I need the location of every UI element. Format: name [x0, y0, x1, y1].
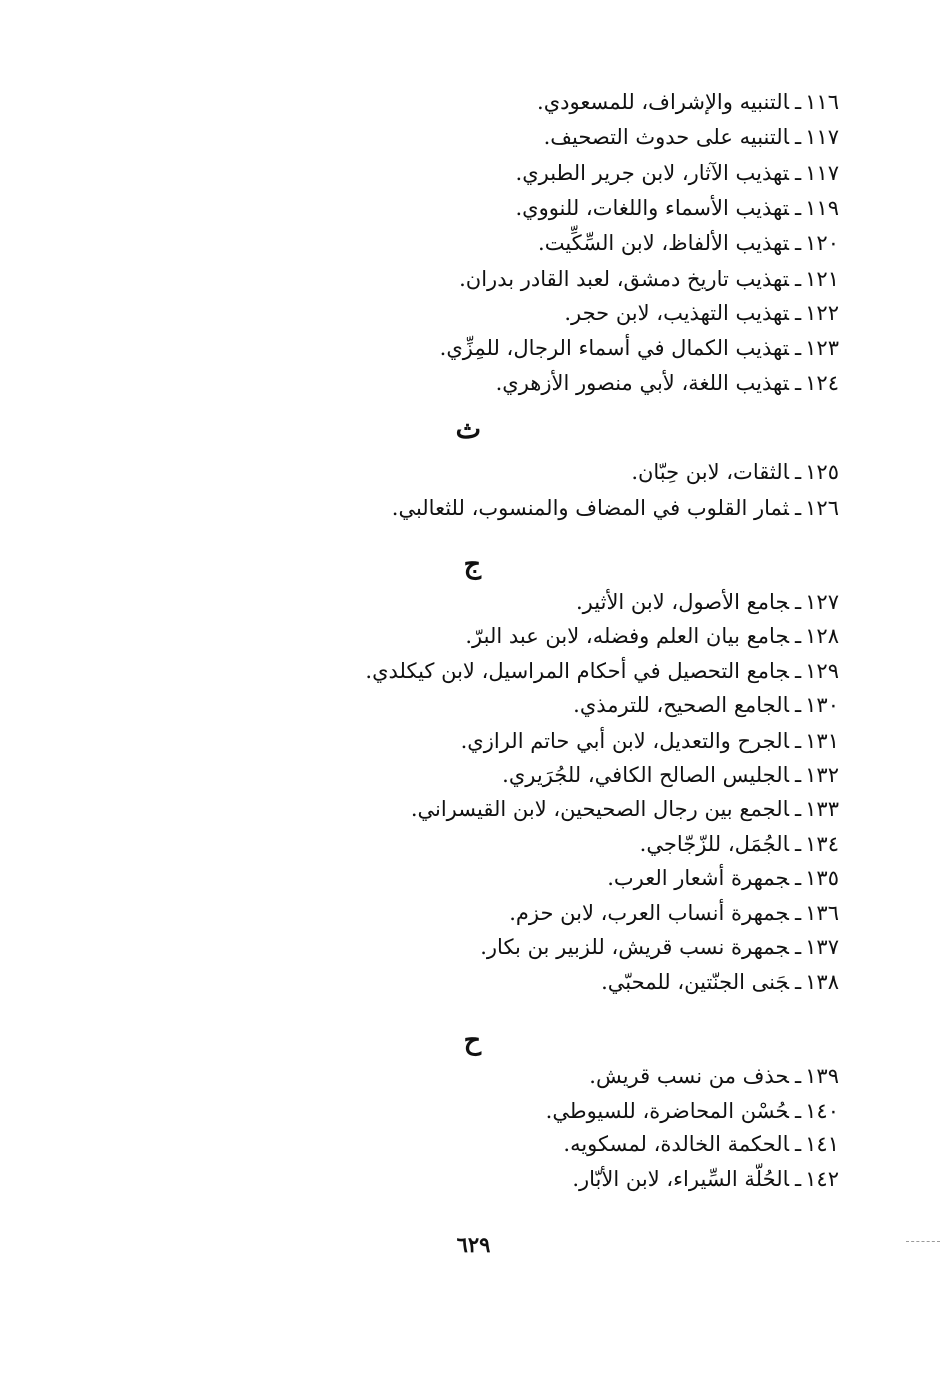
entry-title: الحكمة الخالدة، لمسكويه. [563, 1132, 789, 1156]
entry-126 [392, 491, 839, 525]
entry-dash: ـ [795, 901, 802, 925]
entry-title: جامع الأصول، لابن الأثير. [576, 590, 789, 614]
entry-title: جمهرة أشعار العرب. [607, 866, 789, 890]
entry-dash: ـ [795, 797, 802, 821]
entry-number: ١٢٣ [805, 336, 839, 360]
entry-dash: ـ [795, 161, 802, 185]
entry-title: الجرح والتعديل، لابن أبي حاتم الرازي. [460, 729, 789, 753]
entry-title: تهذيب الأسماء واللغات، للنووي. [515, 196, 789, 220]
entry-number: ١٤٢ [805, 1167, 839, 1191]
entry-number: ١٤١ [805, 1132, 839, 1156]
entry-title: تهذيب الألفاظ، لابن السِّكِّيت. [538, 231, 789, 255]
entry-129 [365, 654, 839, 688]
entry-dash: ـ [795, 267, 802, 291]
entry-title: حُسْن المحاضرة، للسيوطي. [545, 1099, 789, 1123]
entry-128 [465, 619, 839, 653]
entry-139 [589, 1059, 839, 1093]
entry-title: التنبيه على حدوث التصحيف. [543, 125, 789, 149]
entry-number: ١٣٠ [805, 693, 839, 717]
entry-117b [516, 156, 839, 190]
entry-number: ١١٩ [805, 196, 839, 220]
entry-116 [537, 85, 839, 119]
entry-number: ١٣٩ [805, 1064, 839, 1088]
entry-122 [564, 296, 839, 330]
entry-number: ١٢٢ [805, 301, 839, 325]
entry-number: ١٣٣ [805, 797, 839, 821]
entry-dash: ـ [795, 1132, 802, 1156]
entry-title: تهذيب الكمال في أسماء الرجال، للمِزِّي. [439, 336, 789, 360]
entry-title: ثمار القلوب في المضاف والمنسوب، للثعالبي. [391, 496, 789, 520]
entry-number: ١٢٩ [805, 659, 839, 683]
entry-title: الجمع بين رجال الصحيحين، لابن القيسراني. [410, 797, 789, 821]
entry-number: ١٢٦ [805, 496, 839, 520]
entry-title: تهذيب التهذيب، لابن حجر. [564, 301, 789, 325]
entry-dash: ـ [795, 693, 802, 717]
entry-title: الجامع الصحيح، للترمذي. [573, 693, 789, 717]
entry-dash: ـ [795, 1099, 802, 1123]
entry-121 [459, 262, 839, 296]
entry-title: حذف من نسب قريش. [589, 1064, 789, 1088]
entry-dash: ـ [795, 301, 802, 325]
entry-number: ١١٧ [805, 161, 839, 185]
entry-dash: ـ [795, 729, 802, 753]
entry-117a [544, 120, 839, 154]
entry-dash: ـ [795, 90, 802, 114]
entry-134 [640, 827, 839, 861]
entry-number: ١٣١ [805, 729, 839, 753]
entry-number: ١٢٠ [805, 231, 839, 255]
entry-131 [461, 724, 839, 758]
entry-dash: ـ [795, 624, 802, 648]
section-letter-jim: ج [463, 549, 481, 580]
entry-141 [563, 1127, 839, 1161]
entry-title: جامع التحصيل في أحكام المراسيل، لابن كيكلدي. [365, 659, 789, 683]
entry-number: ١٣٨ [805, 970, 839, 994]
entry-title: جمهرة أنساب العرب، لابن حزم. [509, 901, 789, 925]
entry-title: جامع بيان العلم وفضله، لابن عبد البرّ. [465, 624, 789, 648]
entry-135 [607, 861, 839, 895]
section-letter-tha: ث [455, 414, 481, 445]
entry-127 [576, 585, 839, 619]
entry-132 [502, 758, 839, 792]
entry-136 [509, 896, 839, 930]
entry-title: التنبيه والإشراف، للمسعودي. [537, 90, 789, 114]
entry-119 [515, 191, 839, 225]
entry-title: تهذيب الآثار، لابن جرير الطبري. [515, 161, 789, 185]
entry-title: الحُلّة السِّيراء، لابن الأبّار. [572, 1167, 789, 1191]
entry-dash: ـ [795, 125, 802, 149]
entry-dash: ـ [795, 496, 802, 520]
entry-dash: ـ [795, 659, 802, 683]
entry-number: ١١٦ [805, 90, 839, 114]
entry-title: جَنى الجنّتين، للمحبّي. [601, 970, 789, 994]
entry-142 [572, 1162, 839, 1196]
entry-133 [411, 792, 839, 826]
entry-dash: ـ [795, 231, 802, 255]
entry-dash: ـ [795, 935, 802, 959]
entry-123 [440, 331, 839, 365]
entry-dash: ـ [795, 336, 802, 360]
page-number: ٦٢٩ [456, 1232, 491, 1257]
entry-number: ١٢٥ [805, 460, 839, 484]
entry-number: ١٣٦ [805, 901, 839, 925]
entry-number: ١٤٠ [805, 1099, 839, 1123]
entry-title: الجُمَل، للزّجّاجي. [639, 832, 789, 856]
section-letter-ha: ح [463, 1025, 481, 1056]
entry-dash: ـ [795, 590, 802, 614]
entry-dash: ـ [795, 1167, 802, 1191]
entry-title: تهذيب اللغة، لأبي منصور الأزهري. [495, 371, 789, 395]
entry-number: ١٢٧ [805, 590, 839, 614]
entry-130 [573, 688, 839, 722]
entry-number: ١٢٨ [805, 624, 839, 648]
entry-125 [631, 455, 839, 489]
entry-number: ١٣٧ [805, 935, 839, 959]
margin-dash-mark [906, 1241, 940, 1242]
entry-dash: ـ [795, 832, 802, 856]
entry-dash: ـ [795, 970, 802, 994]
entry-number: ١٢١ [805, 267, 839, 291]
entry-title: تهذيب تاريخ دمشق، لعبد القادر بدران. [459, 267, 789, 291]
entry-title: الثقات، لابن حِبّان. [631, 460, 789, 484]
entry-124 [496, 366, 839, 400]
entry-dash: ـ [795, 196, 802, 220]
entry-138 [601, 965, 839, 999]
entry-dash: ـ [795, 371, 802, 395]
entry-dash: ـ [795, 866, 802, 890]
entry-number: ١٣٢ [805, 763, 839, 787]
entry-number: ١٢٤ [805, 371, 839, 395]
entry-140 [546, 1094, 839, 1128]
entry-number: ١٣٥ [805, 866, 839, 890]
entry-dash: ـ [795, 1064, 802, 1088]
entry-120 [538, 226, 839, 260]
entry-number: ١٣٤ [805, 832, 839, 856]
entry-137 [480, 930, 839, 964]
entry-dash: ـ [795, 763, 802, 787]
entry-dash: ـ [795, 460, 802, 484]
entry-title: جمهرة نسب قريش، للزبير بن بكار. [480, 935, 789, 959]
entry-number: ١١٧ [805, 125, 839, 149]
entry-title: الجليس الصالح الكافي، للجُرَيري. [502, 763, 789, 787]
